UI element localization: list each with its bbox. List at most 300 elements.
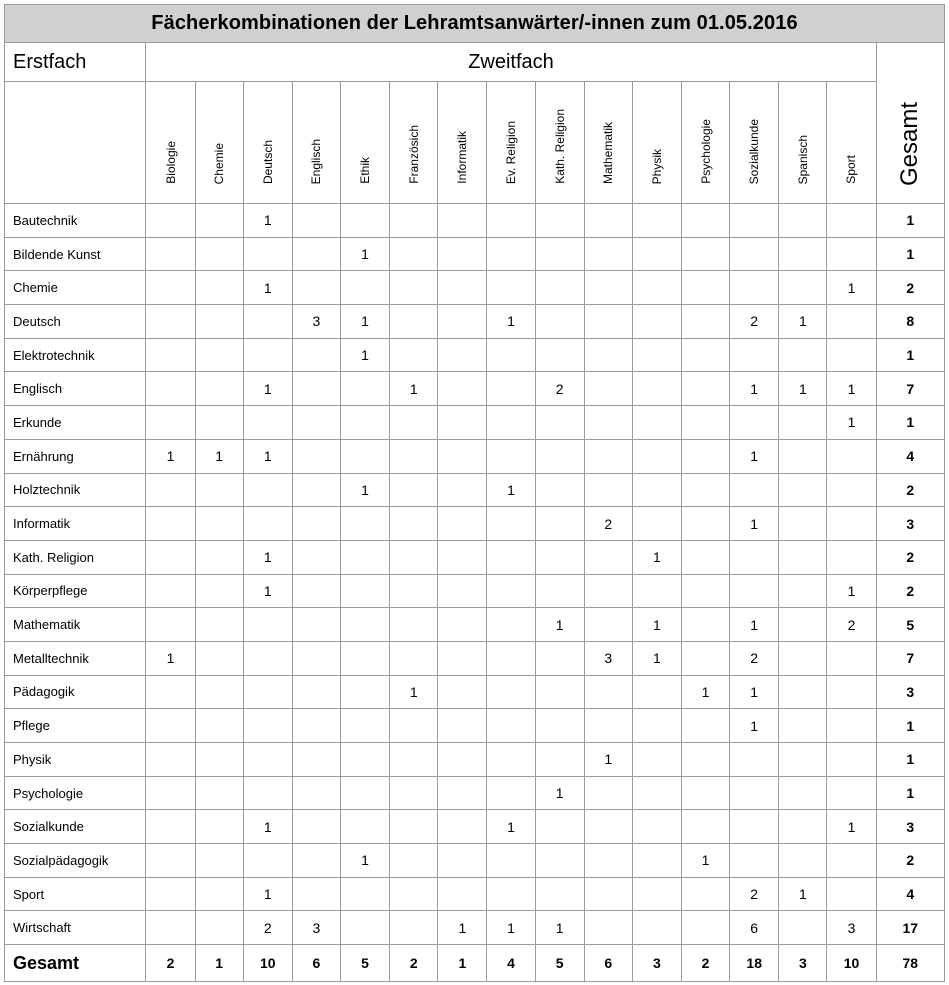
- row-label: Bildende Kunst: [5, 237, 146, 271]
- table-cell: 1: [827, 372, 876, 406]
- column-total-cell: 2: [390, 945, 438, 982]
- table-cell: [438, 237, 487, 271]
- table-cell: 1: [681, 844, 729, 878]
- column-header: [535, 82, 584, 204]
- table-cell: [341, 608, 390, 642]
- column-total-cell: 6: [292, 945, 340, 982]
- table-cell: 2: [730, 877, 779, 911]
- table-cell: [146, 574, 195, 608]
- table-cell: [827, 540, 876, 574]
- table-cell: [730, 204, 779, 238]
- table-cell: [341, 911, 390, 945]
- table-cell: [730, 810, 779, 844]
- totals-row-label: Gesamt: [5, 945, 146, 982]
- table-cell: [827, 675, 876, 709]
- table-cell: [195, 776, 243, 810]
- table-cell: [341, 776, 390, 810]
- table-cell: 1: [390, 372, 438, 406]
- row-total-cell: 1: [876, 406, 944, 440]
- subject-combination-table: [4, 4, 945, 982]
- table-cell: [341, 743, 390, 777]
- table-cell: [438, 204, 487, 238]
- table-cell: [535, 473, 584, 507]
- table-cell: [779, 204, 827, 238]
- row-label: Sozialpädagogik: [5, 844, 146, 878]
- table-cell: 2: [584, 507, 632, 541]
- table-cell: [195, 204, 243, 238]
- table-title: Fächerkombinationen der Lehramtsanwärter/-innen zum 01.05.2016: [5, 5, 945, 43]
- column-total-cell: 4: [487, 945, 535, 982]
- table-cell: [584, 204, 632, 238]
- table-cell: [195, 810, 243, 844]
- table-row: [5, 709, 945, 743]
- row-label: Holztechnik: [5, 473, 146, 507]
- table-cell: [632, 574, 681, 608]
- table-cell: [292, 271, 340, 305]
- table-cell: [779, 776, 827, 810]
- table-cell: [243, 675, 292, 709]
- table-cell: [146, 810, 195, 844]
- table-cell: [146, 237, 195, 271]
- column-header: [341, 82, 390, 204]
- table-cell: [146, 776, 195, 810]
- table-cell: [341, 574, 390, 608]
- table-cell: 1: [487, 810, 535, 844]
- row-total-cell: 8: [876, 305, 944, 339]
- table-cell: 1: [632, 608, 681, 642]
- table-cell: [730, 338, 779, 372]
- table-cell: [681, 439, 729, 473]
- table-cell: [730, 844, 779, 878]
- column-header-label: Sozialkunde: [747, 118, 762, 184]
- column-header: [195, 82, 243, 204]
- table-cell: [195, 338, 243, 372]
- row-total-cell: 1: [876, 743, 944, 777]
- table-cell: [390, 709, 438, 743]
- table-cell: [341, 810, 390, 844]
- table-cell: [390, 439, 438, 473]
- table-cell: [487, 439, 535, 473]
- table-cell: [730, 271, 779, 305]
- table-cell: [632, 204, 681, 238]
- corner-empty-cell: [5, 82, 146, 204]
- table-cell: [390, 237, 438, 271]
- column-header-label: Chemie: [212, 142, 227, 184]
- table-cell: [535, 439, 584, 473]
- table-cell: [535, 406, 584, 440]
- column-total-cell: 1: [438, 945, 487, 982]
- zweitfach-header: Zweitfach: [146, 43, 876, 82]
- table-row: [5, 305, 945, 339]
- table-cell: 1: [535, 776, 584, 810]
- table-cell: [438, 641, 487, 675]
- table-cell: [681, 709, 729, 743]
- table-cell: [487, 574, 535, 608]
- column-header-label: Psychologie: [698, 119, 713, 184]
- table-cell: [243, 608, 292, 642]
- table-row: [5, 810, 945, 844]
- column-total-cell: 3: [779, 945, 827, 982]
- table-cell: [438, 305, 487, 339]
- table-cell: [438, 406, 487, 440]
- table-cell: [535, 204, 584, 238]
- table-cell: 1: [487, 305, 535, 339]
- table-cell: [195, 507, 243, 541]
- table-cell: [292, 237, 340, 271]
- table-cell: [584, 271, 632, 305]
- table-cell: 1: [779, 372, 827, 406]
- table-row: [5, 372, 945, 406]
- table-cell: [487, 507, 535, 541]
- table-cell: [779, 709, 827, 743]
- row-total-cell: 2: [876, 271, 944, 305]
- column-total-cell: 18: [730, 945, 779, 982]
- table-cell: [779, 439, 827, 473]
- column-header: [632, 82, 681, 204]
- column-header-label: Ethik: [358, 157, 373, 184]
- table-row: [5, 406, 945, 440]
- table-cell: [146, 473, 195, 507]
- column-header-label: Französich: [406, 125, 421, 184]
- column-header: [681, 82, 729, 204]
- table-cell: [535, 540, 584, 574]
- grand-total-cell: 78: [876, 945, 944, 982]
- table-cell: [243, 743, 292, 777]
- table-cell: [146, 271, 195, 305]
- table-cell: [438, 540, 487, 574]
- table-cell: [243, 641, 292, 675]
- table-cell: [584, 776, 632, 810]
- table-cell: 1: [390, 675, 438, 709]
- table-cell: 1: [341, 338, 390, 372]
- table-cell: [341, 675, 390, 709]
- table-cell: [243, 305, 292, 339]
- table-cell: [779, 271, 827, 305]
- row-total-cell: 2: [876, 540, 944, 574]
- table-cell: [390, 743, 438, 777]
- row-total-cell: 1: [876, 237, 944, 271]
- column-header-label: Biologie: [163, 141, 178, 184]
- table-cell: [584, 237, 632, 271]
- table-row: [5, 877, 945, 911]
- column-header-label: Deutsch: [260, 139, 275, 184]
- table-cell: [535, 237, 584, 271]
- table-cell: [195, 237, 243, 271]
- table-cell: 1: [681, 675, 729, 709]
- table-cell: [584, 372, 632, 406]
- column-header-label: Mathematik: [601, 121, 616, 184]
- table-cell: [827, 237, 876, 271]
- column-total-cell: 2: [681, 945, 729, 982]
- row-label: Kath. Religion: [5, 540, 146, 574]
- table-cell: [730, 776, 779, 810]
- column-header: [730, 82, 779, 204]
- table-cell: [341, 372, 390, 406]
- table-cell: [390, 507, 438, 541]
- row-label: Erkunde: [5, 406, 146, 440]
- table-cell: [632, 338, 681, 372]
- table-cell: 1: [730, 372, 779, 406]
- table-cell: 1: [535, 911, 584, 945]
- table-cell: 1: [779, 305, 827, 339]
- table-row: [5, 237, 945, 271]
- table-cell: [681, 204, 729, 238]
- table-cell: [487, 372, 535, 406]
- table-row: [5, 743, 945, 777]
- row-total-cell: 17: [876, 911, 944, 945]
- table-cell: 2: [730, 641, 779, 675]
- gesamt-column-header-label: Gesamt: [896, 101, 924, 186]
- table-row: [5, 204, 945, 238]
- table-cell: [292, 540, 340, 574]
- column-header-label: Ev. Religion: [503, 120, 518, 184]
- table-cell: 1: [243, 439, 292, 473]
- table-cell: [584, 540, 632, 574]
- table-cell: 1: [827, 406, 876, 440]
- row-total-cell: 1: [876, 204, 944, 238]
- table-cell: 1: [632, 641, 681, 675]
- table-cell: [730, 406, 779, 440]
- table-row: [5, 540, 945, 574]
- table-cell: [195, 406, 243, 440]
- table-cell: [681, 743, 729, 777]
- table-cell: [632, 709, 681, 743]
- row-label: Deutsch: [5, 305, 146, 339]
- table-cell: 1: [827, 810, 876, 844]
- table-cell: [195, 608, 243, 642]
- table-cell: [681, 338, 729, 372]
- table-cell: [438, 810, 487, 844]
- column-total-cell: 5: [535, 945, 584, 982]
- table-row: [5, 776, 945, 810]
- table-cell: 1: [535, 608, 584, 642]
- table-cell: [487, 204, 535, 238]
- table-cell: [292, 844, 340, 878]
- table-cell: [827, 709, 876, 743]
- table-cell: [584, 608, 632, 642]
- table-cell: 1: [779, 877, 827, 911]
- table-cell: [779, 473, 827, 507]
- table-row: [5, 574, 945, 608]
- table-cell: [779, 574, 827, 608]
- table-cell: [584, 911, 632, 945]
- table-row: [5, 271, 945, 305]
- column-total-cell: 1: [195, 945, 243, 982]
- table-cell: 1: [341, 305, 390, 339]
- table-cell: [146, 204, 195, 238]
- table-cell: [487, 675, 535, 709]
- table-cell: [535, 305, 584, 339]
- row-label: Wirtschaft: [5, 911, 146, 945]
- table-cell: [535, 709, 584, 743]
- table-cell: [438, 776, 487, 810]
- table-cell: [390, 844, 438, 878]
- table-cell: 1: [584, 743, 632, 777]
- table-cell: [438, 507, 487, 541]
- table-cell: [632, 305, 681, 339]
- row-label: Physik: [5, 743, 146, 777]
- table-cell: [730, 540, 779, 574]
- table-cell: [195, 473, 243, 507]
- table-cell: [292, 338, 340, 372]
- table-cell: [146, 608, 195, 642]
- table-cell: 3: [292, 305, 340, 339]
- table-cell: 1: [730, 709, 779, 743]
- table-cell: [535, 877, 584, 911]
- row-total-cell: 2: [876, 844, 944, 878]
- column-total-cell: 10: [827, 945, 876, 982]
- table-cell: [243, 709, 292, 743]
- table-cell: [632, 271, 681, 305]
- table-cell: [487, 877, 535, 911]
- column-total-cell: 5: [341, 945, 390, 982]
- table-cell: 1: [487, 911, 535, 945]
- table-cell: [146, 709, 195, 743]
- table-cell: [390, 810, 438, 844]
- table-cell: [827, 877, 876, 911]
- table-cell: 1: [243, 204, 292, 238]
- table-cell: [438, 473, 487, 507]
- table-cell: [438, 271, 487, 305]
- table-cell: [243, 406, 292, 440]
- table-cell: 1: [438, 911, 487, 945]
- table-cell: [146, 844, 195, 878]
- column-header: [487, 82, 535, 204]
- row-label: Informatik: [5, 507, 146, 541]
- table-body: [5, 204, 945, 982]
- table-row: [5, 507, 945, 541]
- table-row: [5, 911, 945, 945]
- table-cell: [632, 237, 681, 271]
- table-row: [5, 675, 945, 709]
- table-cell: [779, 338, 827, 372]
- table-cell: [535, 338, 584, 372]
- table-cell: [292, 675, 340, 709]
- table-cell: [584, 574, 632, 608]
- table-row: [5, 338, 945, 372]
- table-cell: [243, 776, 292, 810]
- table-cell: 1: [341, 237, 390, 271]
- table-cell: [292, 204, 340, 238]
- table-cell: [779, 540, 827, 574]
- table-cell: [681, 776, 729, 810]
- table-cell: [584, 844, 632, 878]
- table-cell: 1: [243, 574, 292, 608]
- table-cell: [487, 709, 535, 743]
- table-cell: [146, 743, 195, 777]
- table-cell: [390, 473, 438, 507]
- column-header: [292, 82, 340, 204]
- table-cell: [341, 641, 390, 675]
- table-cell: [681, 305, 729, 339]
- table-cell: [487, 406, 535, 440]
- table-cell: 1: [146, 641, 195, 675]
- table-cell: [292, 709, 340, 743]
- table-cell: [341, 406, 390, 440]
- table-cell: [487, 338, 535, 372]
- table-cell: [779, 810, 827, 844]
- table-cell: [195, 911, 243, 945]
- table-cell: [487, 743, 535, 777]
- table-cell: [730, 473, 779, 507]
- table-row: [5, 641, 945, 675]
- table-cell: [292, 406, 340, 440]
- table-cell: [632, 439, 681, 473]
- row-total-cell: 1: [876, 338, 944, 372]
- column-header: [390, 82, 438, 204]
- table-cell: [632, 877, 681, 911]
- table-cell: [195, 709, 243, 743]
- table-cell: [292, 608, 340, 642]
- table-cell: [146, 372, 195, 406]
- table-cell: [681, 911, 729, 945]
- table-cell: 1: [632, 540, 681, 574]
- row-label: Pädagogik: [5, 675, 146, 709]
- table-cell: [195, 675, 243, 709]
- column-header-label: Informatik: [455, 131, 470, 184]
- table-cell: [195, 743, 243, 777]
- table-cell: [390, 911, 438, 945]
- table-cell: [390, 406, 438, 440]
- table-cell: [195, 540, 243, 574]
- table-cell: [827, 439, 876, 473]
- table-cell: [341, 439, 390, 473]
- table-cell: [438, 338, 487, 372]
- table-cell: [195, 574, 243, 608]
- table-cell: 1: [827, 574, 876, 608]
- row-total-cell: 7: [876, 641, 944, 675]
- table-cell: 1: [243, 372, 292, 406]
- table-cell: [827, 844, 876, 878]
- table-cell: [390, 776, 438, 810]
- table-cell: [632, 372, 681, 406]
- table-cell: [584, 406, 632, 440]
- column-header-label: Physik: [649, 148, 664, 184]
- row-total-cell: 3: [876, 675, 944, 709]
- table-cell: [341, 204, 390, 238]
- table-cell: [146, 877, 195, 911]
- table-cell: [341, 540, 390, 574]
- table-cell: [487, 608, 535, 642]
- table-cell: [195, 844, 243, 878]
- table-cell: [341, 507, 390, 541]
- table-cell: [146, 507, 195, 541]
- table-cell: [681, 507, 729, 541]
- table-cell: [195, 372, 243, 406]
- table-cell: 1: [487, 473, 535, 507]
- table-cell: [779, 507, 827, 541]
- table-cell: [243, 473, 292, 507]
- table-cell: 1: [195, 439, 243, 473]
- row-total-cell: 2: [876, 574, 944, 608]
- row-total-cell: 4: [876, 877, 944, 911]
- table-cell: [195, 305, 243, 339]
- table-cell: [438, 709, 487, 743]
- table-cell: [195, 877, 243, 911]
- column-header-label: Kath. Religion: [552, 109, 567, 184]
- table-cell: [292, 877, 340, 911]
- row-total-cell: 5: [876, 608, 944, 642]
- row-label: Ernährung: [5, 439, 146, 473]
- row-total-cell: 7: [876, 372, 944, 406]
- table-cell: [292, 743, 340, 777]
- table-cell: [779, 608, 827, 642]
- table-cell: [390, 877, 438, 911]
- table-cell: 1: [730, 675, 779, 709]
- table-cell: [292, 574, 340, 608]
- table-cell: [535, 675, 584, 709]
- table-cell: [243, 237, 292, 271]
